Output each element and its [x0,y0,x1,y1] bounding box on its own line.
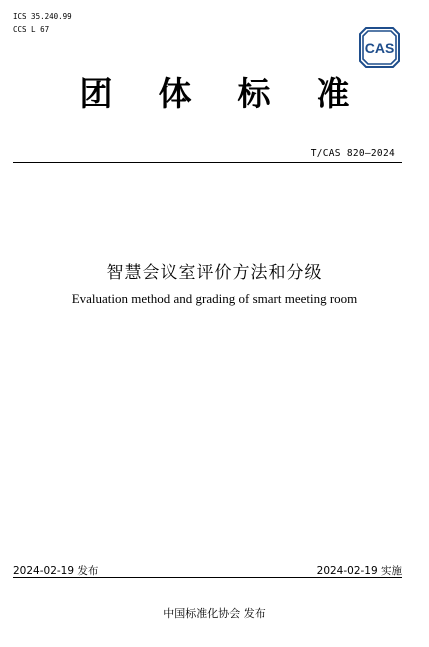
issuer: 中国标准化协会 发布 [163,607,266,620]
standard-type-char: 准 [316,74,350,113]
standard-type-heading [0,74,429,114]
bottom-divider [13,577,402,578]
ccs-code: CCS L 67 [13,25,50,34]
cas-logo [359,27,400,68]
cas-logo-graphic [359,27,400,68]
publish-date: 2024-02-19 发布 [13,565,99,577]
title-english: Evaluation method and grading of smart meeting room [71,291,358,306]
title-chinese: 智慧会议室评价方法和分级 [106,263,323,283]
top-divider [13,162,402,163]
logo-lettering: CAS [364,40,395,56]
standard-type-char: 标 [237,74,271,113]
implement-date: 2024-02-19 实施 [316,565,402,577]
standard-type-char: 体 [158,74,192,113]
standard-type-char: 团 [79,74,113,113]
standard-number: T/CAS 820—2024 [310,148,395,159]
ics-code: ICS 35.240.99 [13,12,72,21]
